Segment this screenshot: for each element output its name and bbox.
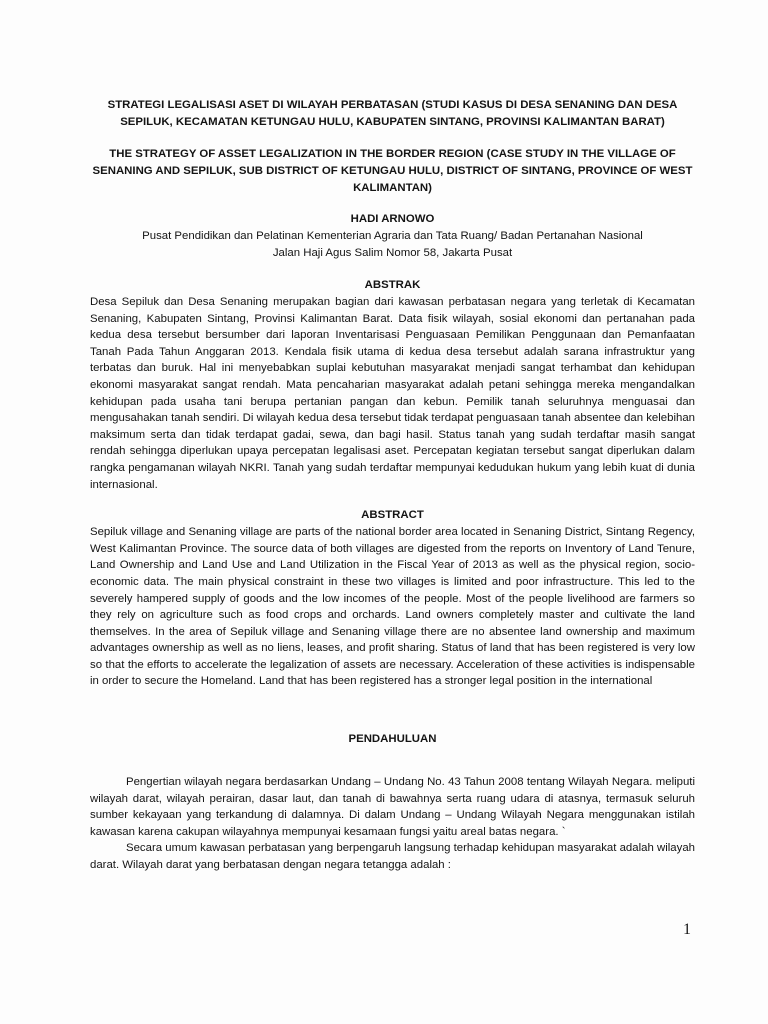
abstract-heading: ABSTRACT: [361, 509, 424, 522]
abstrak-text: Desa Sepiluk dan Desa Senaning merupakan bagian dari kawasan perbatasan negara yang terletak di Kecamatan Senaning, Kabupaten Sintang, Provinsi Kalimantan Barat. Data fisik wilayah, sosial ekonomi dan pertanahan pada kedua desa tersebut bersumber dari laporan Inventarisasi Penguasaan Pemilikan Penggunaan dan Pemanfaatan Tanah Pada Tahun Anggaran 2013. Kendala fisik utama di kedua desa tersebut adalah sarana infrastruktur yang terbatas dan buruk. Hal ini menyebabkan suplai kebutuhan masyarakat menjadi sangat terhambat dan kehidupan ekonomi masyarakat sangat rendah. Mata pencaharian masyarakat adalah petani sehingga mereka mengandalkan kehidupan pada usaha tani berupa pertanian pangan dan kebun. Pemilik tanah seluruhnya menguasai dan mengusahakan tanah sendiri. Di wilayah kedua desa tersebut tidak terdapat penguasaan tanah absentee dan kelebihan maksimum serta dan tidak terdapat gadai, sewa, dan bagi hasil. Status tanah yang sudah terdaftar masih sangat rendah sehingga diperlukan upaya percepatan legalisasi aset. Percepatan kegiatan tersebut sangat diperlukan dalam rangka pengamanan wilayah NKRI. Tanah yang sudah terdaftar mempunyai kedudukan hukum yang lebih kuat di dunia internasional.: [90, 296, 695, 491]
title-indonesian: STRATEGI LEGALISASI ASET DI WILAYAH PERBATASAN (STUDI KASUS DI DESA SENANING DAN DESA SEPILUK, KECAMATAN KETUNGAU HULU, KABUPATEN SINTANG, PROVINSI KALIMANTAN BARAT): [107, 99, 678, 128]
pendahuluan-heading: PENDAHULUAN: [348, 733, 437, 746]
abstract-text: Sepiluk village and Senaning village are parts of the national border area located in Senaning District, Sintang Regency, West Kalimantan Province. The source data of both villages are digested from the reports on Inventory of Land Tenure, Land Ownership and Land Use and Land Utilization in the Fiscal Year of 2013 as well as the physical region, socio-economic data. The main physical constraint in these two villages is limited and poor infrastructure. This led to the severely hampered supply of goods and the low incomes of the people. Most of the people livelihood are farmers so they rely on agriculture such as food crops and orchards. Land owners completely master and cultivate the land themselves. In the area of Sepiluk village and Senaning village there are no absentee land ownership and maximum advantages ownership as well as no liens, leases, and profit sharing. Status of land that has been registered is very low so that the efforts to accelerate the legalization of assets are necessary. Acceleration of these activities is indispensable in order to secure the Homeland. Land that has been registered has a stronger legal position in the international: [90, 526, 695, 688]
author-name: HADI ARNOWO: [350, 213, 435, 225]
affiliation-line-2: Jalan Haji Agus Salim Nomor 58, Jakarta Pusat: [272, 246, 513, 259]
pendahuluan-paragraph-1: Pengertian wilayah negara berdasarkan Undang – Undang No. 43 Tahun 2008 tentang Wilayah Negara. meliputi wilayah darat, wilayah perairan, dasar laut, dan tanah di bawahnya serta ruang udara di atasnya, termasuk seluruh sumber kekayaan yang terkandung di dalamnya. Di dalam Undang – Undang Wilayah Negara menggunakan istilah kawasan karena cakupan wilayahnya mempunyai kesamaan fungsi yaitu areal batas negara. `: [90, 776, 695, 838]
pendahuluan-paragraph-2: Secara umum kawasan perbatasan yang berpengaruh langsung terhadap kehidupan masyarakat adalah wilayah darat. Wilayah darat yang berbatasan dengan negara tetangga adalah :: [90, 842, 695, 872]
document-content: [90, 97, 695, 874]
title-english: THE STRATEGY OF ASSET LEGALIZATION IN THE BORDER REGION (CASE STUDY IN THE VILLAGE OF SENANING AND SEPILUK, SUB DISTRICT OF KETUNGAU HULU, DISTRICT OF SINTANG, PROVINCE OF WEST KALIMANTAN): [92, 148, 693, 194]
abstrak-heading: ABSTRAK: [364, 279, 421, 291]
page-number: 1: [683, 921, 691, 938]
affiliation-line-1: Pusat Pendidikan dan Pelatinan Kementerian Agraria dan Tata Ruang/ Badan Pertanahan Nasional: [142, 230, 643, 242]
